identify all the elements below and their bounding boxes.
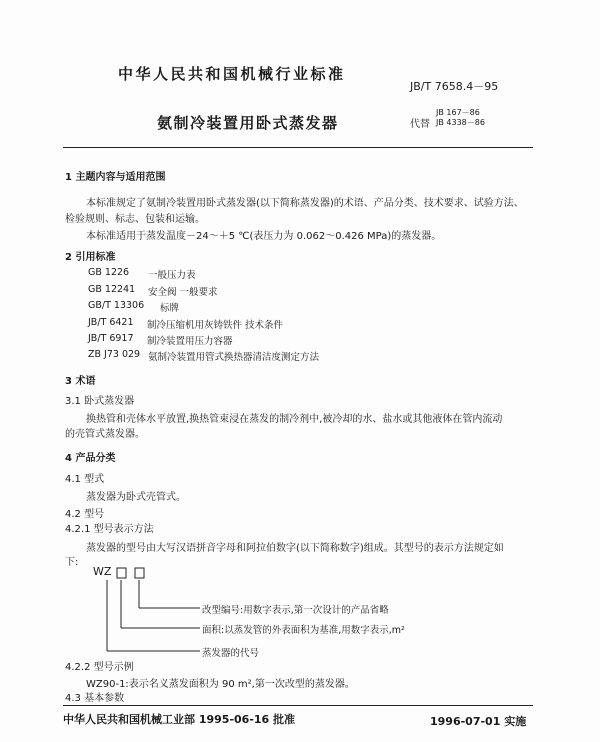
section-1-heading: 1 主题内容与适用范围 (65, 172, 166, 183)
section-4-2-1-heading: 4.2.1 型号表示方法 (65, 524, 154, 535)
section-2-heading: 2 引用标准 (65, 252, 116, 263)
section-4-heading: 4 产品分类 (65, 453, 116, 464)
reference-name: 氨制冷装置用管式换热器清洁度测定方法 (148, 352, 320, 363)
section-4-2-heading: 4.2 型号 (65, 509, 105, 520)
issuing-authority: 中华人民共和国机械行业标准 (118, 65, 346, 83)
approval-info: 中华人民共和国机械工业部 1995-06-16 批准 (63, 713, 296, 726)
reference-code: JB/T 6421 (88, 317, 134, 328)
replaced-standard: JB 167－86 (436, 108, 480, 117)
section-4-1-heading: 4.1 型式 (65, 474, 105, 485)
section-4-2-1-paragraph-cont: 下: (65, 557, 79, 568)
reference-code: GB 12241 (88, 284, 136, 295)
section-1-paragraph: 本标准规定了氨制冷装置用卧式蒸发器(以下简称蒸发器)的术语、产品分类、技术要求、试验方法、 (86, 198, 524, 209)
section-4-2-1-paragraph: 蒸发器的型号由大写汉语拼音字母和阿拉伯数字(以下简称数字)组成。其型号的表示方法规定如 (86, 543, 504, 554)
model-label-code: 蒸发器的代号 (202, 648, 260, 659)
replaced-standard: JB 4338－86 (436, 118, 485, 127)
area-box (117, 568, 126, 578)
section-3-1-paragraph-cont: 的壳管式蒸发器。 (65, 429, 145, 440)
reference-name: 安全阀 一般要求 (148, 287, 218, 298)
section-4-2-2-example: WZ90-1:表示名义蒸发面积为 90 m²,第一次改型的蒸发器。 (86, 679, 355, 690)
section-4-2-2-heading: 4.2.2 型号示例 (65, 662, 134, 673)
section-4-1-paragraph: 蒸发器为卧式壳管式。 (86, 492, 186, 503)
reference-code: ZB J73 029 (88, 349, 141, 360)
model-label-revision: 改型编号:用数字表示,第一次设计的产品省略 (202, 605, 389, 616)
section-4-3-heading: 4.3 基本参数 (65, 693, 125, 704)
section-3-1-paragraph: 换热管和壳体水平放置,换热管束浸在蒸发的制冷剂中,被冷却的水、盐水或其他液体在管内流动 (86, 414, 503, 425)
reference-code: JB/T 6917 (88, 333, 134, 344)
reference-name: 制冷压缩机用灰铸铁件 技术条件 (147, 320, 284, 331)
model-label-area: 面积:以蒸发管的外表面积为基准,用数字表示,m² (202, 625, 405, 636)
reference-code: GB 1226 (88, 267, 130, 278)
document-title: 氨制冷装置用卧式蒸发器 (157, 114, 339, 132)
section-3-heading: 3 术语 (65, 376, 96, 387)
reference-name: 制冷装置用压力容器 (147, 336, 233, 347)
section-1-paragraph-cont: 检验规则、标志、包装和运输。 (65, 214, 205, 225)
section-1-scope: 本标准适用于蒸发温度－24～＋5 ℃(表压力为 0.062～0.426 MPa)的蒸发器。 (86, 231, 442, 242)
footer-rule (63, 705, 533, 706)
reference-code: GB/T 13306 (88, 300, 145, 311)
replaces-label: 代替 (410, 119, 430, 130)
reference-name: 一般压力表 (148, 270, 196, 281)
standard-code: JB/T 7658.4－95 (410, 80, 499, 93)
effective-date: 1996-07-01 实施 (430, 715, 527, 728)
section-3-1-heading: 3.1 卧式蒸发器 (65, 396, 135, 407)
revision-box (135, 568, 144, 578)
model-prefix: WZ (93, 565, 112, 578)
reference-name: 标牌 (160, 303, 180, 314)
